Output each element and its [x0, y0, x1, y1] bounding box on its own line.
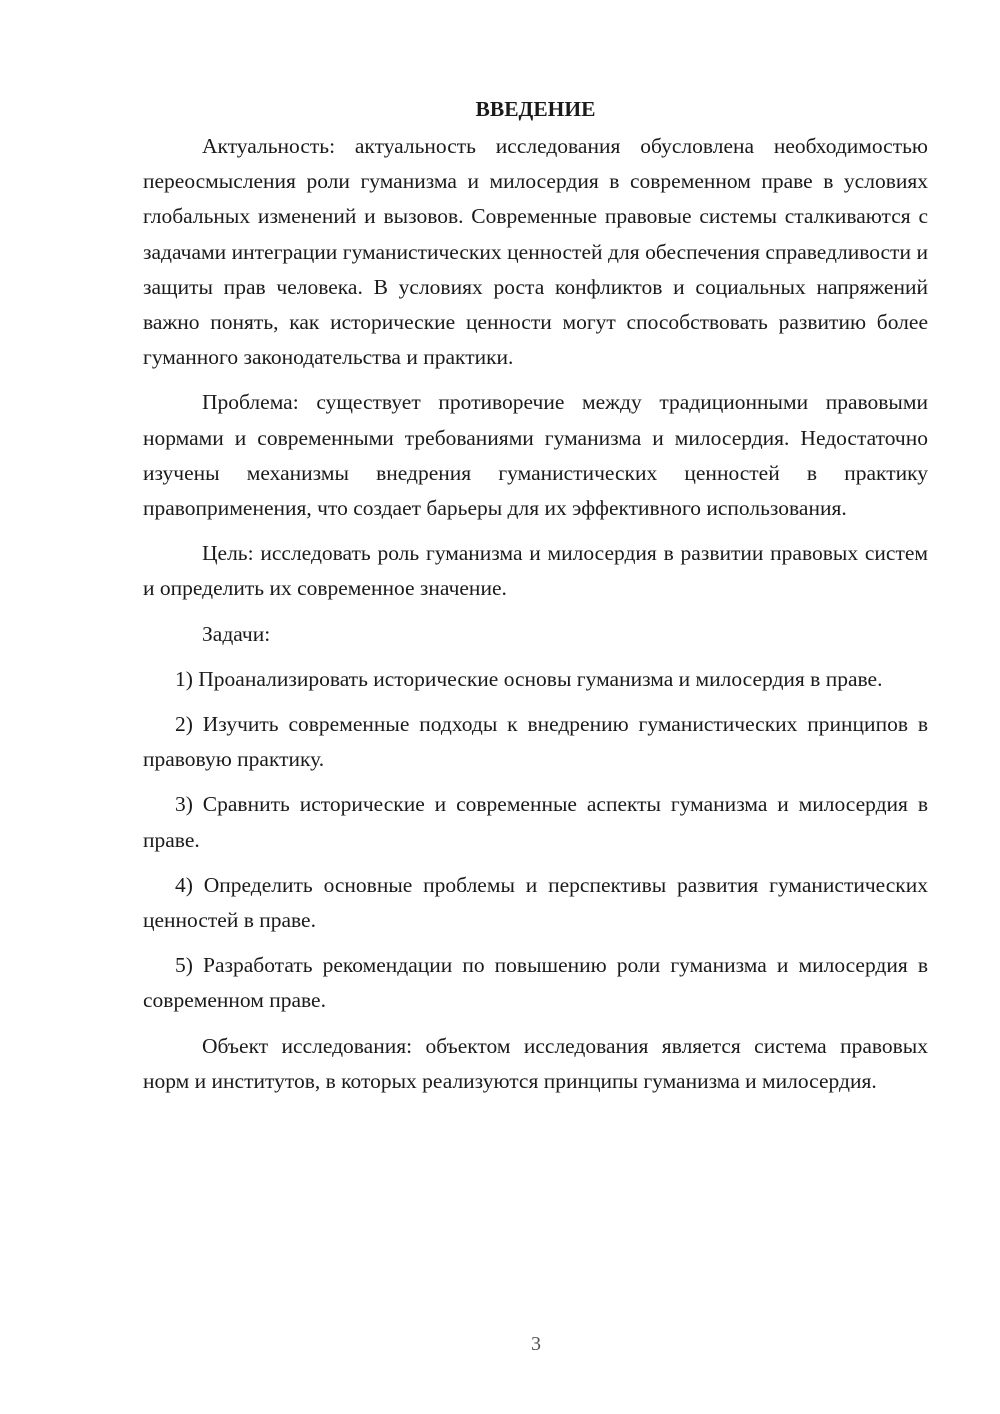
problem-paragraph: Проблема: существует противоречие между традиционными правовыми нормами и современными требованиями гуманизма и милосердия. Недостаточно изучены механизмы внедрения гуманистических ценностей в практику правоприменения, что создает барьеры для их эффективного использования.	[143, 390, 928, 521]
task-item-1: 1) Проанализировать исторические основы гуманизма и милосердия в праве.	[175, 666, 883, 691]
document-page	[143, 92, 928, 1109]
object-paragraph: Объект исследования: объектом исследования является система правовых норм и институтов, в которых реализуются принципы гуманизма и милосердия.	[143, 1033, 928, 1093]
page-title: ВВЕДЕНИЕ	[475, 97, 596, 121]
relevance-paragraph: Актуальность: актуальность исследования обусловлена необходимостью переосмысления роли гуманизма и милосердия в современном праве в условиях глобальных изменений и вызовов. Современные правовые системы сталкиваются с задачами интеграции гуманистических ценностей для обеспечения справедливости и защиты прав человека. В условиях роста конфликтов и социальных напряжений важно понять, как исторические ценности могут способствовать развитию более гуманного законодательства и практики.	[143, 134, 928, 370]
task-item-3: 3) Сравнить исторические и современные аспекты гуманизма и милосердия в праве.	[143, 792, 928, 852]
task-item-4: 4) Определить основные проблемы и перспективы развития гуманистических ценностей в праве.	[143, 872, 928, 933]
goal-paragraph: Цель: исследовать роль гуманизма и милосердия в развитии правовых систем и определить их современное значение.	[143, 541, 928, 601]
task-item-5: 5) Разработать рекомендации по повышению роли гуманизма и милосердия в современном праве.	[143, 953, 928, 1013]
page-number: 3	[531, 1333, 541, 1355]
task-item-2: 2) Изучить современные подходы к внедрению гуманистических принципов в правовую практику.	[143, 712, 928, 772]
tasks-heading: Задачи:	[202, 621, 271, 646]
